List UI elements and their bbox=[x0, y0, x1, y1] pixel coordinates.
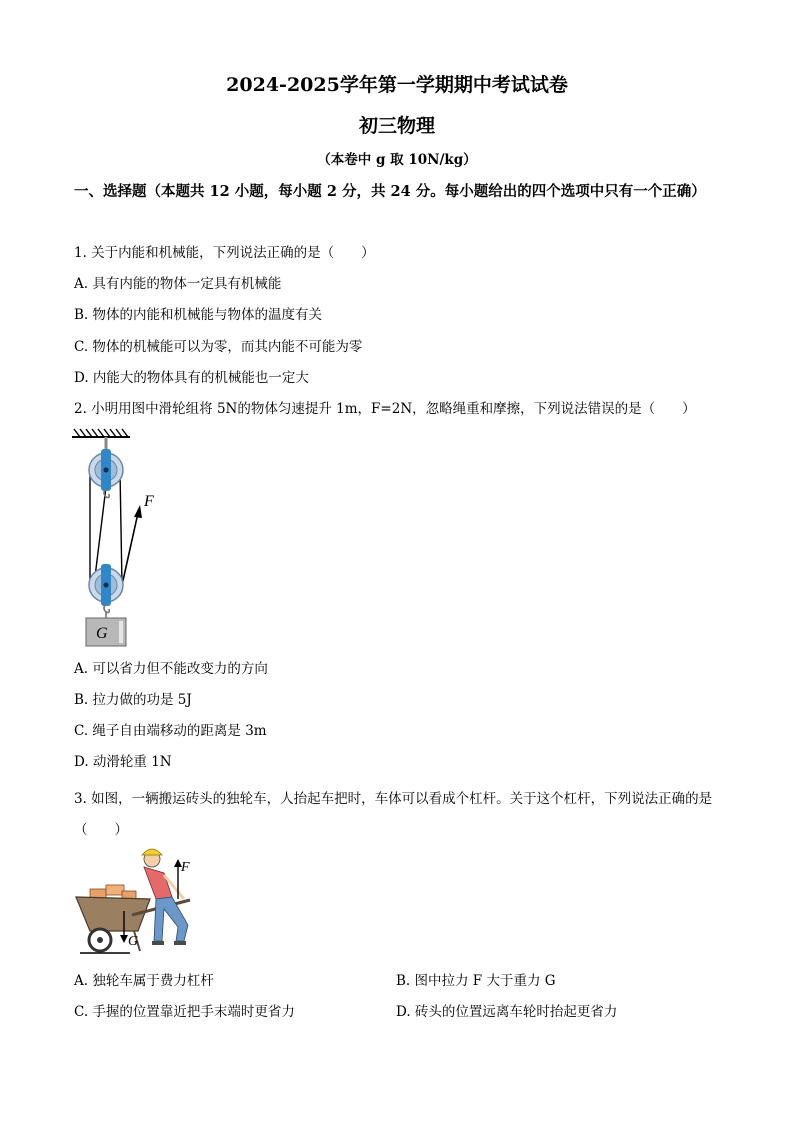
question-3-option-b: B. 图中拉力 F 大于重力 G bbox=[396, 973, 556, 989]
question-2-option-c: C. 绳子自由端移动的距离是 3m bbox=[74, 723, 267, 739]
question-3-option-d: D. 砖头的位置远离车轮时抬起更省力 bbox=[396, 1004, 618, 1020]
question-2-option-d: D. 动滑轮重 1N bbox=[74, 754, 172, 770]
wheelbarrow-figure bbox=[72, 845, 197, 960]
question-2-option-b: B. 拉力做的功是 5J bbox=[74, 692, 192, 708]
exam-title: 2024-2025学年第一学期期中考试试卷 bbox=[226, 74, 568, 96]
section-heading: 一、选择题（本题共 12 小题，每小题 2 分，共 24 分。每小题给出的四个选项中只有一个正确） bbox=[74, 183, 706, 200]
exam-note: （本卷中 g 取 10N/kg） bbox=[317, 152, 477, 168]
question-1-option-d: D. 内能大的物体具有的机械能也一定大 bbox=[74, 370, 309, 386]
question-3-option-a: A. 独轮车属于费力杠杆 bbox=[74, 973, 214, 989]
force-label-q3: F bbox=[181, 860, 190, 875]
subject-title: 初三物理 bbox=[358, 115, 435, 137]
question-1-option-c: C. 物体的机械能可以为零，而其内能不可能为零 bbox=[74, 339, 363, 355]
question-3-option-c: C. 手握的位置靠近把手末端时更省力 bbox=[74, 1004, 295, 1020]
question-3-stem: 3. 如图，一辆搬运砖头的独轮车，人抬起车把时，车体可以看成个杠杆。关于这个杠杆，下列说法正确的是（ ） bbox=[74, 791, 713, 838]
question-2-option-a: A. 可以省力但不能改变力的方向 bbox=[74, 661, 268, 677]
force-label: F bbox=[144, 493, 154, 510]
gravity-label: G bbox=[128, 934, 139, 949]
question-2-stem: 2. 小明用图中滑轮组将 5N的物体匀速提升 1m，F=2N，忽略绳重和摩擦，下列说法错误的是（ ） bbox=[74, 401, 696, 417]
movable-pulley bbox=[89, 564, 123, 606]
fixed-pulley bbox=[89, 449, 123, 491]
weight-block bbox=[86, 618, 126, 646]
weight-label: G bbox=[96, 625, 108, 642]
question-1-option-b: B. 物体的内能和机械能与物体的温度有关 bbox=[74, 307, 323, 323]
pulley-system-figure bbox=[66, 425, 176, 650]
question-1-stem: 1. 关于内能和机械能，下列说法正确的是（ ） bbox=[74, 245, 375, 261]
question-1-option-a: A. 具有内能的物体一定具有机械能 bbox=[74, 276, 282, 292]
